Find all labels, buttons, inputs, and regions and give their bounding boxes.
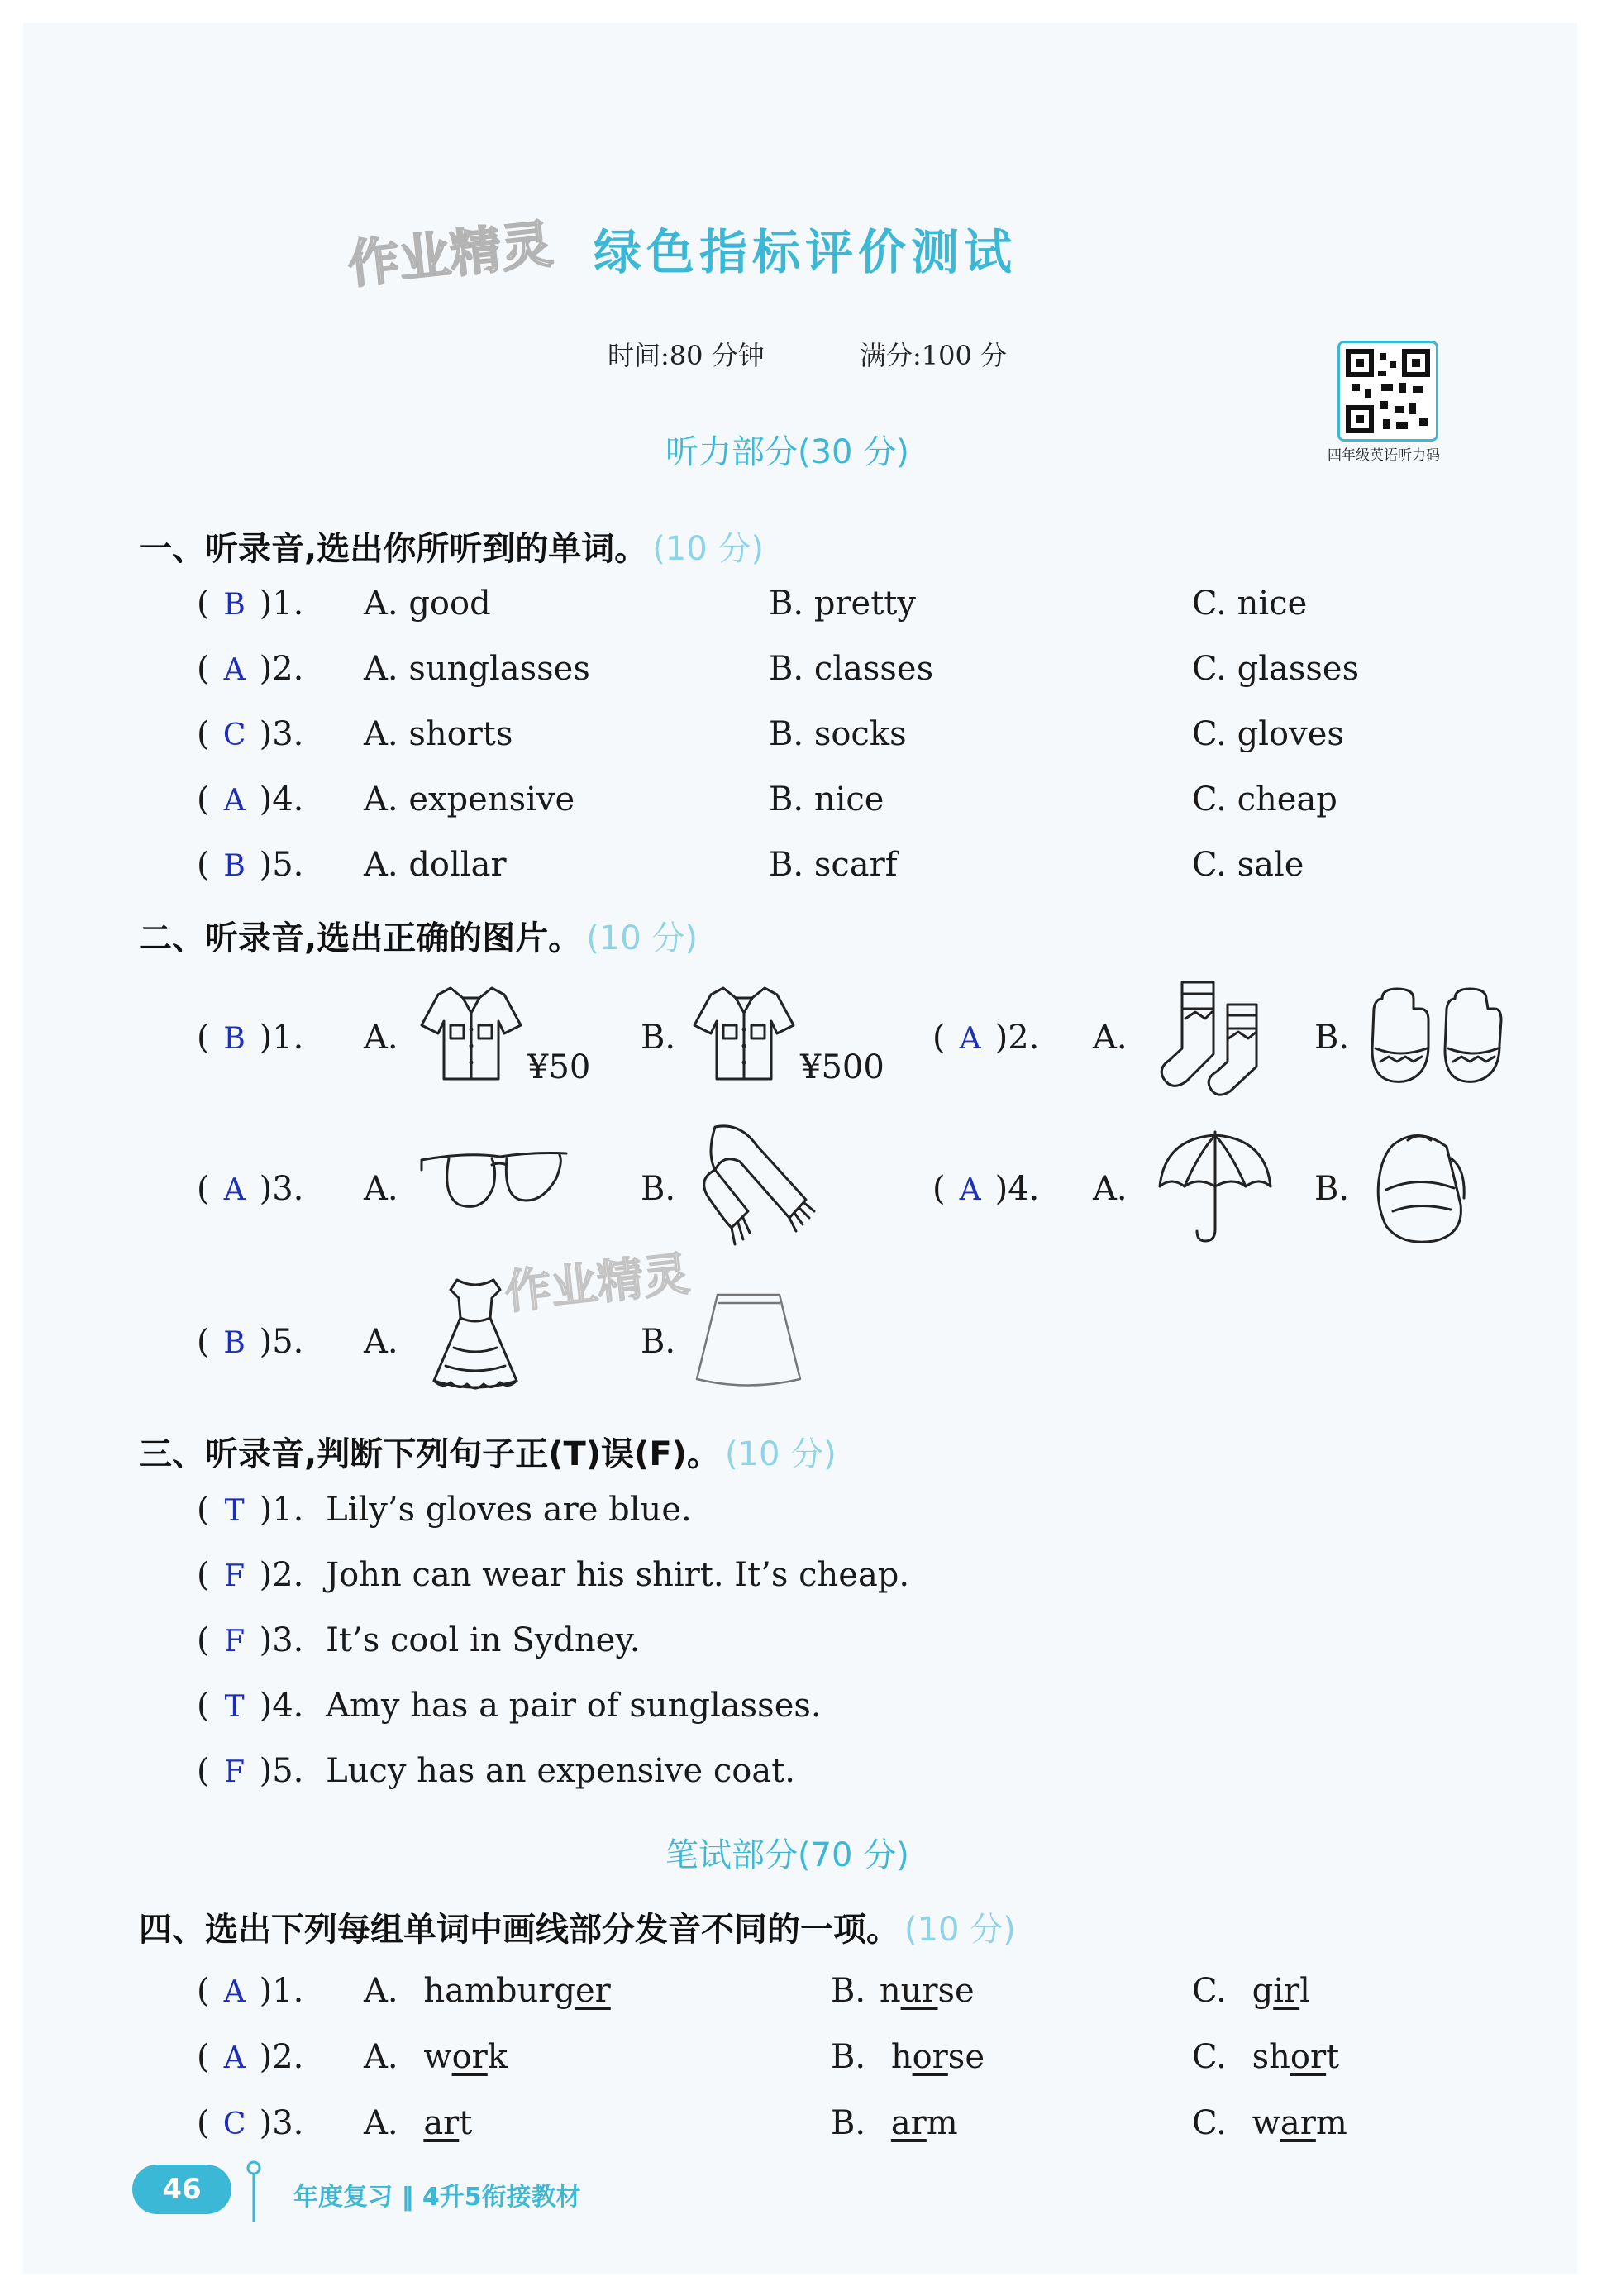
s3-q3: ( F )3. It’s cool in Sydney. [197,1621,641,1659]
answer: F [224,1625,246,1659]
s1-q5-option-a: A. dollar [364,846,507,884]
word-part: sh [1252,2038,1290,2076]
option-word [423,2038,508,2076]
s1-q2-option-a: A. sunglasses [364,650,590,688]
s1-q4-option-a: A. expensive [364,780,575,819]
question-number: )3. [259,1170,304,1208]
word-part: l [1299,1972,1310,2010]
s1-q4: ( A )4. [197,780,304,819]
s4-q3-option-c [1192,2104,1347,2142]
statement: Lily’s gloves are blue. [326,1491,692,1529]
s1-q2-option-c: C. glasses [1192,650,1360,688]
shirt-icon [690,980,798,1087]
s1-q1-option-a: A. good [364,585,491,623]
dress-icon [417,1273,533,1397]
s1-q5: ( B )5. [197,846,304,884]
s2-q2: ( A )2. [932,1019,1040,1057]
word-part: m [1315,2104,1347,2142]
answer: T [224,1494,245,1528]
underlined-part: ar [423,2104,460,2142]
s3-q4: ( T )4. Amy has a pair of sunglasses. [197,1687,822,1725]
answer: F [224,1559,246,1593]
skirt-icon [693,1288,804,1391]
word-part: n [879,1972,901,2010]
s2-q4-label-a: A. [1093,1170,1128,1208]
question-number: )1. [259,1491,304,1529]
s1-q2-option-b: B. classes [769,650,934,688]
statement: Amy has a pair of sunglasses. [326,1687,822,1725]
word-part: h [890,2038,913,2076]
qr-code[interactable] [1337,341,1438,442]
statement: Lucy has an expensive coat. [326,1752,796,1790]
footer-bracket-icon [241,2160,266,2226]
s1-q3-option-b: B. socks [769,715,907,753]
answer: A [959,1022,981,1056]
footer-text: 年度复习 ‖ 4升5衔接教材 [293,2183,581,2212]
question-number: )3. [259,1621,304,1659]
question-number: )5. [259,1323,304,1361]
option-word [423,2104,472,2142]
s4-q3-option-b [831,2104,958,2142]
s4-q3-option-a [364,2104,472,2142]
s1-q1-option-c: C. nice [1192,585,1308,623]
written-part-heading: 笔试部分(70 分) [665,1836,909,1874]
s2-q3-label-b: B. [641,1170,676,1208]
s4-q1: ( A )1. [197,1972,304,2010]
statement: It’s cool in Sydney. [326,1621,641,1659]
section4-points: (10 分) [904,1911,1016,1949]
underlined-part: or [451,2038,488,2076]
option-word [880,1972,975,2010]
word-part: g [1252,1972,1274,2010]
word-part: m [926,2104,958,2142]
section4-title [139,1903,1016,1950]
s2-q1-price-a: ¥50 [527,1048,591,1086]
section3-points: (10 分) [724,1435,837,1473]
option-label: A. [364,1972,398,2010]
word-part: t [459,2104,473,2142]
s4-q3: ( C )3. [197,2104,304,2142]
question-number: )4. [259,1687,304,1725]
full-score: 满分:100 分 [860,340,1008,371]
word-part: w [1252,2104,1280,2142]
umbrella-icon [1153,1129,1277,1248]
s2-q1: ( B )1. [197,1019,304,1057]
word-part: w [423,2038,452,2076]
option-label: B. [831,1972,866,2010]
s1-q5-option-c: C. sale [1192,846,1304,884]
scarf-icon [690,1120,831,1257]
s1-q4-option-c: C. cheap [1192,780,1337,819]
s4-q2-option-a [364,2038,508,2076]
option-label: B. [831,2104,866,2142]
exam-time: 时间:80 分钟 [608,340,765,371]
watermark-overlay: 作业精灵 [502,1247,693,1320]
answer: F [224,1755,246,1789]
section3-title-text: 三、听录音,判断下列句子正(T)误(F)。 [139,1435,720,1473]
s3-q2: ( F )2. John can wear his shirt. It’s cheap. [197,1556,910,1594]
s2-q5-label-a: A. [364,1323,398,1361]
section2-points: (10 分) [586,919,698,957]
answer: A [223,784,246,818]
question-number: )2. [259,1556,304,1594]
s2-q1-price-b: ¥500 [800,1048,884,1086]
s1-q1-option-b: B. pretty [769,585,916,623]
page-number: 46 [132,2165,231,2214]
answer: A [959,1173,981,1207]
qr-code-icon [1340,343,1436,439]
question-number: )1. [259,1972,304,2010]
s2-q3-label-a: A. [364,1170,398,1208]
statement: John can wear his shirt. It’s cheap. [326,1556,910,1594]
question-number: )5. [259,846,304,884]
answer: A [223,2041,246,2075]
s4-q2-option-c [1192,2038,1339,2076]
section3-title [139,1428,837,1475]
answer: A [223,653,246,687]
s2-q1-label-b: B. [641,1019,676,1057]
option-word [1252,2038,1340,2076]
s1-q5-option-b: B. scarf [769,846,898,884]
question-number: )4. [259,780,304,819]
answer: C [222,718,246,752]
question-number: )2. [994,1019,1040,1057]
backpack-icon [1368,1129,1471,1248]
sunglasses-icon [417,1145,570,1220]
s1-q4-option-b: B. nice [769,780,884,819]
answer: T [224,1690,245,1724]
answer: B [223,1022,246,1056]
option-word [423,1972,610,2010]
question-number: )4. [994,1170,1040,1208]
s4-q1-option-a [364,1972,611,2010]
socks-icon [1149,976,1281,1100]
s2-q2-label-a: A. [1093,1019,1128,1057]
section1-title [139,523,764,570]
s4-q2: ( A )2. [197,2038,304,2076]
section1-points: (10 分) [652,530,765,568]
option-label: A. [364,2038,398,2076]
question-number: )1. [259,585,304,623]
underlined-part: ar [1280,2104,1316,2142]
option-label: C. [1192,2038,1227,2076]
s1-q3-option-c: C. gloves [1192,715,1344,753]
watermark: 作业精灵 [345,213,555,295]
answer: B [223,588,246,622]
s2-q5-label-b: B. [641,1323,676,1361]
option-word [891,2104,958,2142]
answer: A [223,1975,246,2009]
s2-q4-label-b: B. [1314,1170,1350,1208]
question-number: )5. [259,1752,304,1790]
word-part: hamburg [423,1972,575,2010]
shirt-icon [417,980,525,1087]
answer: A [223,1173,246,1207]
section4-title-text: 四、选出下列每组单词中画线部分发音不同的一项。 [139,1911,899,1949]
section2-title-text: 二、听录音,选出正确的图片。 [139,919,582,957]
option-word [1252,1972,1310,2010]
s3-q5: ( F )5. Lucy has an expensive coat. [197,1752,796,1790]
page-title: 绿色指标评价测试 [594,224,1018,280]
option-word [891,2038,985,2076]
section2-title [139,912,698,959]
answer: B [223,849,246,883]
option-label: C. [1192,2104,1227,2142]
s4-q2-option-b [831,2038,985,2076]
word-part: se [937,1972,975,2010]
word-part: se [947,2038,985,2076]
mittens-icon [1364,984,1504,1091]
word-part: k [487,2038,508,2076]
s2-q1-label-a: A. [364,1019,398,1057]
option-label: A. [364,2104,398,2142]
underlined-part: ir [1273,1972,1300,2010]
s4-q1-option-c [1192,1972,1310,2010]
qr-caption: 四年级英语听力码 [1328,447,1440,464]
option-label: C. [1192,1972,1227,2010]
section1-title-text: 一、听录音,选出你所听到的单词。 [139,530,648,568]
question-number: )3. [259,715,304,753]
s3-q1: ( T )1. Lily’s gloves are blue. [197,1491,692,1529]
s1-q1: ( B )1. [197,585,304,623]
option-label: B. [831,2038,866,2076]
underlined-part: er [575,1972,611,2010]
s1-q2: ( A )2. [197,650,304,688]
s1-q3-option-a: A. shorts [364,715,513,753]
answer: C [222,2107,246,2141]
answer: B [223,1326,246,1360]
s2-q3: ( A )3. [197,1170,304,1208]
question-number: )2. [259,650,304,688]
word-part: t [1326,2038,1340,2076]
s2-q5: ( B )5. [197,1323,304,1361]
question-number: )3. [259,2104,304,2142]
option-word [1252,2104,1347,2142]
listening-part-heading: 听力部分(30 分) [665,433,909,471]
underlined-part: ar [890,2104,927,2142]
s2-q2-label-b: B. [1314,1019,1350,1057]
underlined-part: or [1290,2038,1327,2076]
question-number: )2. [259,2038,304,2076]
question-number: )1. [259,1019,304,1057]
s1-q3: ( C )3. [197,715,304,753]
s4-q1-option-b [831,1972,975,2010]
s2-q4: ( A )4. [932,1170,1040,1208]
underlined-part: ur [900,1972,938,2010]
underlined-part: or [912,2038,948,2076]
